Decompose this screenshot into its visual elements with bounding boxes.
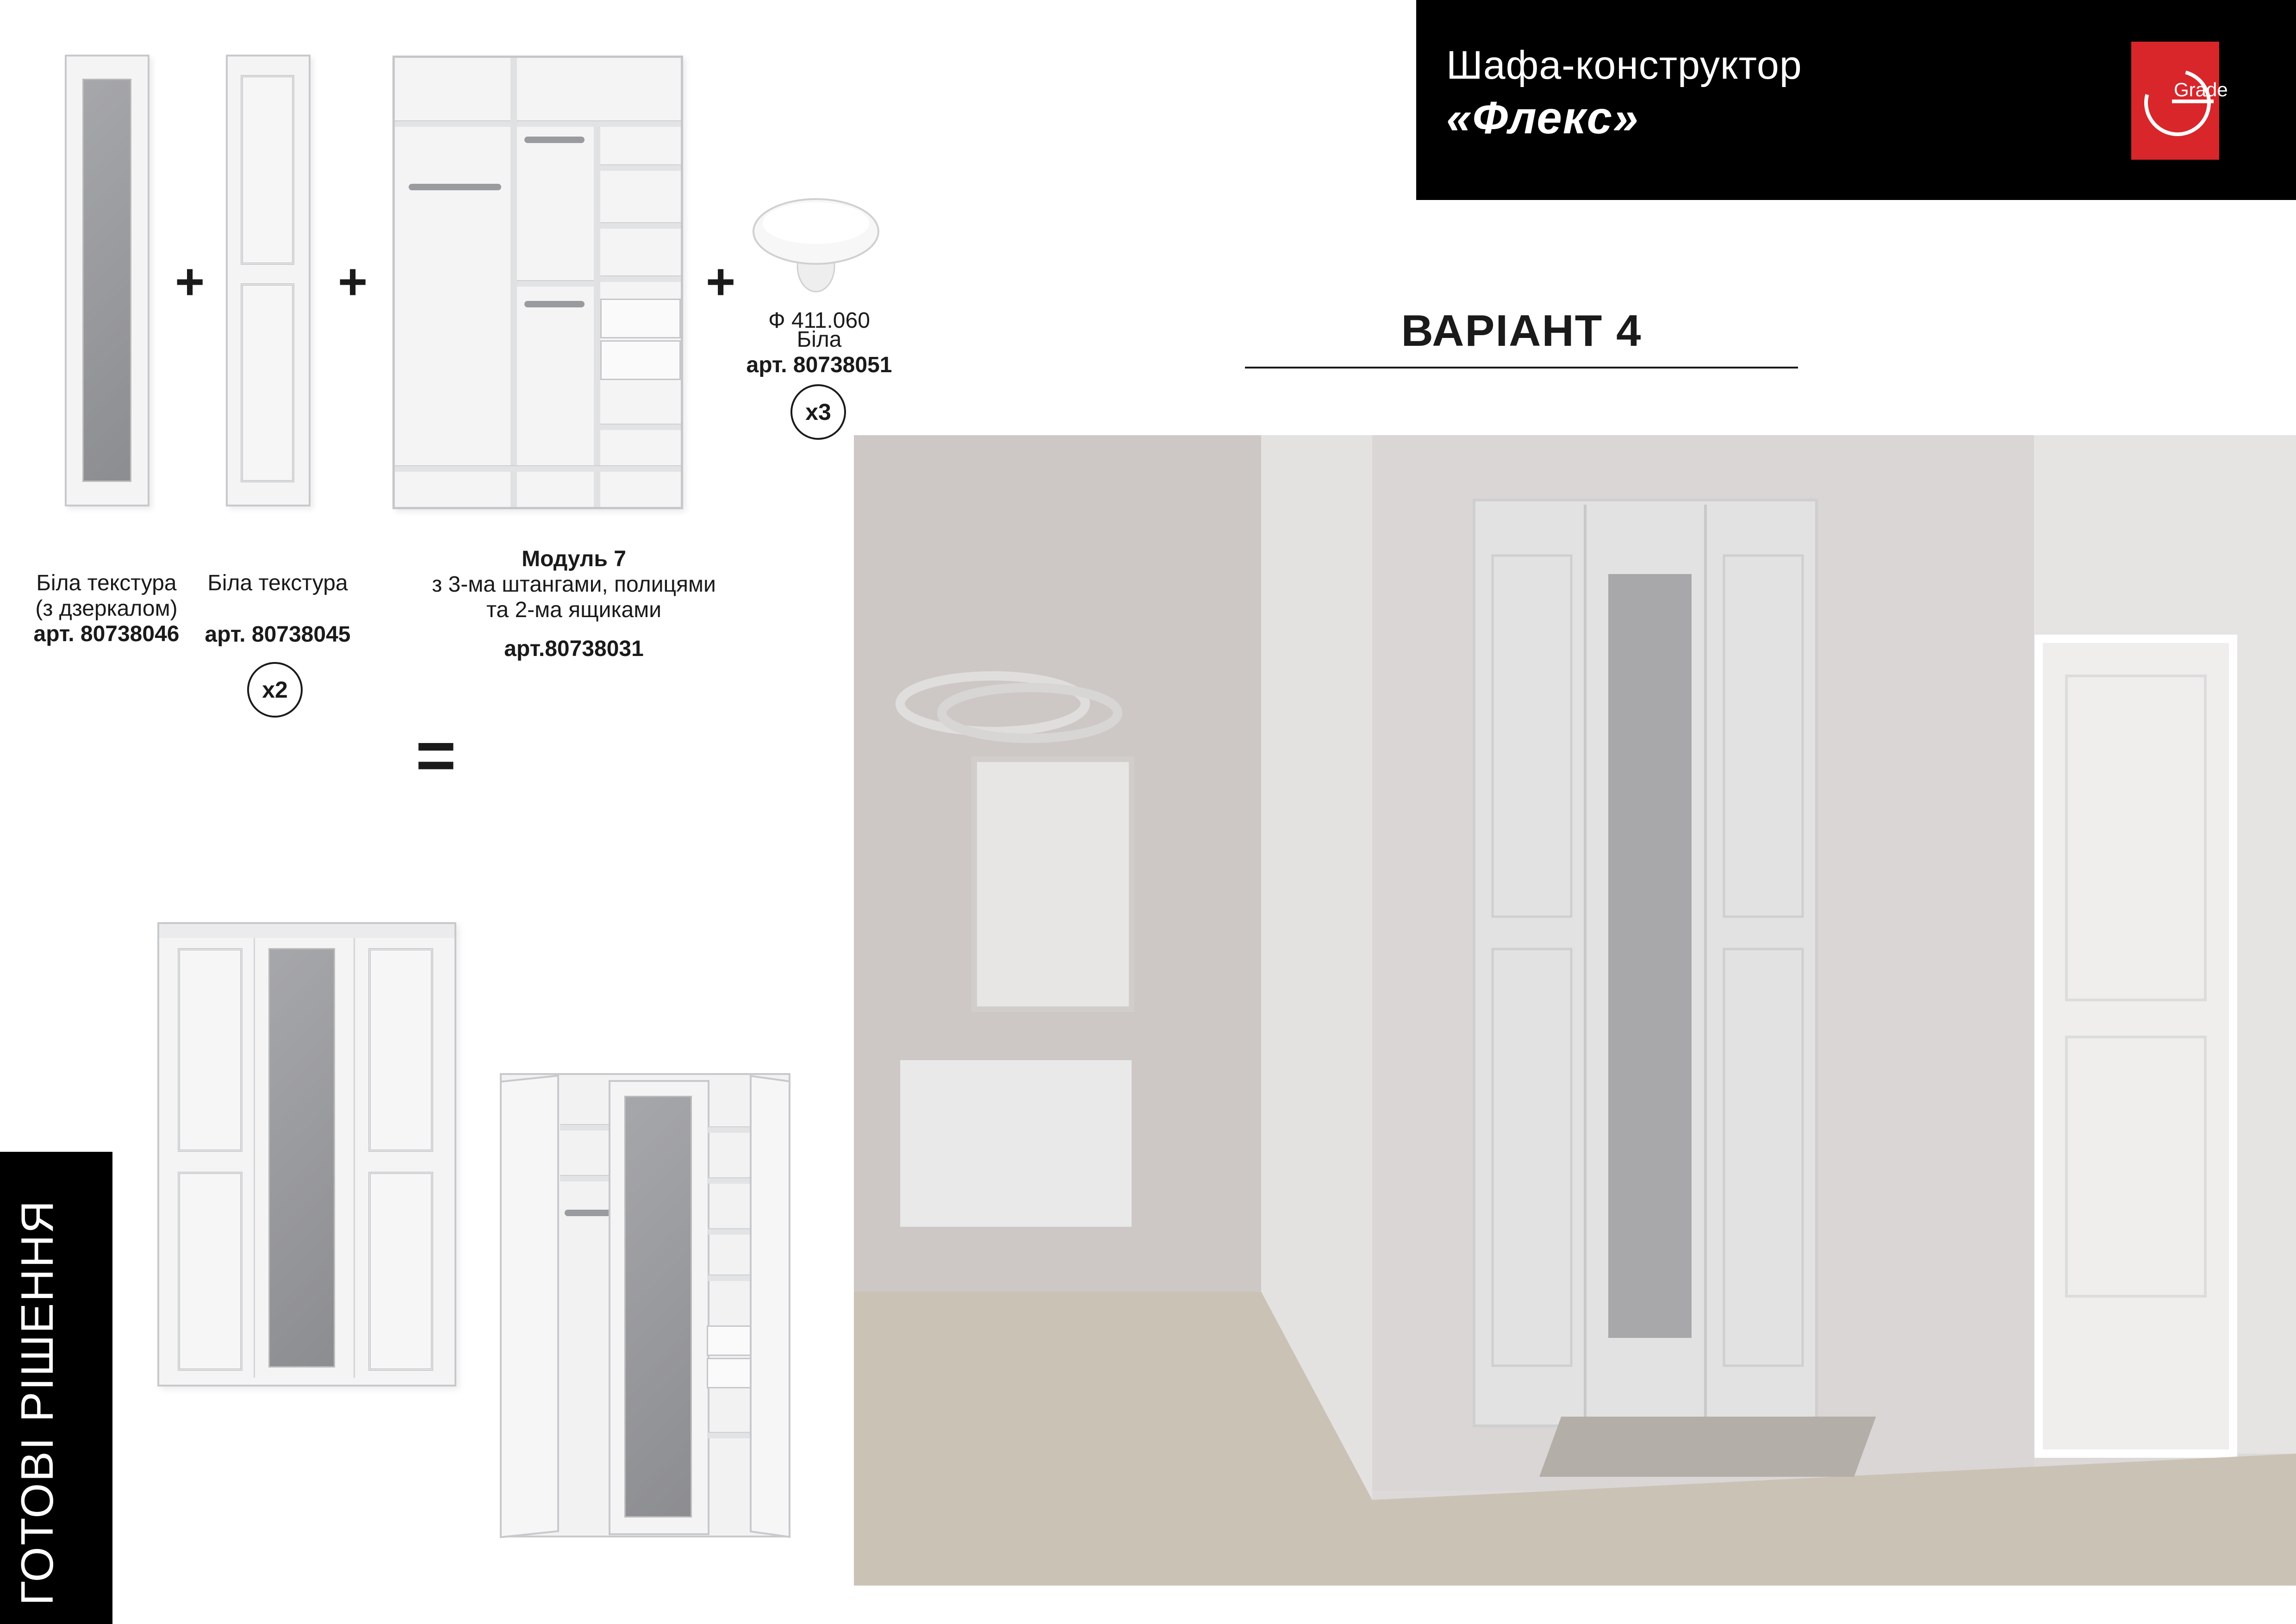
plain-door-label [194, 570, 361, 647]
module-shelf [395, 120, 510, 127]
module-shelf [600, 222, 681, 229]
knob-article: арт. 80738051 [746, 353, 892, 378]
mirror-door-note: (з дзеркалом) [35, 596, 178, 621]
mirror-door-image [65, 55, 149, 506]
mirror-panel [624, 1096, 692, 1518]
grade-logo [2131, 42, 2228, 160]
wardrobe-top [159, 924, 454, 938]
module-title: Модуль 7 [522, 547, 626, 571]
module-drawer [707, 1358, 756, 1388]
plain-door-quantity-badge: x2 [247, 662, 303, 718]
door-lower-panel [178, 1172, 243, 1371]
plus-sign: + [706, 253, 736, 310]
module-shelf [600, 164, 681, 171]
module-shelf [600, 424, 681, 430]
plus-sign: + [175, 253, 205, 310]
module-rod [409, 184, 501, 190]
header-block [1416, 0, 2296, 200]
open-door-right [750, 1075, 790, 1538]
module-shelf [517, 280, 594, 287]
module-shelf [708, 1228, 754, 1235]
module-drawer [600, 299, 681, 338]
mirror-panel [82, 79, 131, 482]
knob-model: Ф 411.060 [768, 308, 870, 333]
mirror-door-article: арт. 80738046 [33, 622, 180, 647]
side-label-text: ГОТОВІ РІШЕННЯ [12, 1199, 62, 1605]
interior-photo [854, 435, 2296, 1586]
module-description-2: та 2-ма ящиками [486, 598, 662, 623]
knob-color: Біла [796, 327, 842, 352]
module-divider [594, 120, 600, 507]
wardrobe-door-left [166, 938, 255, 1378]
plus-sign: + [338, 253, 368, 310]
wardrobe-mirror-door [609, 1080, 709, 1535]
module-shelf [517, 120, 681, 127]
module-shelf [600, 275, 681, 282]
plain-door-name: Біла текстура [207, 571, 348, 595]
module-rod [524, 301, 585, 307]
product-title: Шафа-конструктор [1446, 43, 1802, 87]
side-label-block [0, 1152, 112, 1624]
module-article: арт.80738031 [504, 636, 644, 661]
plain-door-article: арт. 80738045 [205, 622, 351, 647]
plain-door-image [226, 55, 311, 506]
module-bottom [395, 465, 681, 472]
knob-label [722, 308, 916, 378]
door-lower-panel [368, 1172, 433, 1371]
module-description-1: з 3-ма штангами, полицями [432, 572, 716, 597]
assembled-wardrobe-open [500, 1073, 787, 1534]
door-lower-panel [241, 283, 294, 482]
mirror-panel [268, 948, 335, 1368]
equals-sign: = [416, 716, 456, 794]
mirror-door-label [19, 570, 194, 647]
module-shelf [708, 1177, 754, 1184]
door-upper-panel [241, 75, 294, 265]
wardrobe-right-section [706, 1080, 757, 1531]
module-drawer [600, 340, 681, 380]
variant-title: ВАРІАНТ 4 [1401, 306, 1642, 356]
wardrobe-door-right [356, 938, 447, 1378]
module-7-image [392, 56, 683, 509]
module-shelf [708, 1432, 754, 1438]
logo-text: Grade [2174, 79, 2228, 100]
module-drawer [707, 1325, 756, 1356]
module-divider [510, 58, 517, 507]
door-upper-panel [368, 948, 433, 1152]
module-shelf [708, 1126, 754, 1133]
variant-underline [1245, 367, 1798, 369]
module-label [398, 546, 750, 662]
wardrobe-door-mirror [256, 938, 355, 1378]
interior-illustration [854, 435, 2296, 1586]
mirror-door-name: Біла текстура [36, 571, 177, 595]
module-rod [524, 137, 585, 143]
knob-quantity-badge: x3 [790, 384, 846, 440]
module-shelf [708, 1274, 754, 1281]
product-subtitle: «Флекс» [1446, 92, 1639, 143]
door-upper-panel [178, 948, 243, 1152]
assembled-wardrobe-closed [157, 922, 456, 1387]
open-door-left [500, 1074, 559, 1538]
knob-icon [749, 194, 883, 301]
